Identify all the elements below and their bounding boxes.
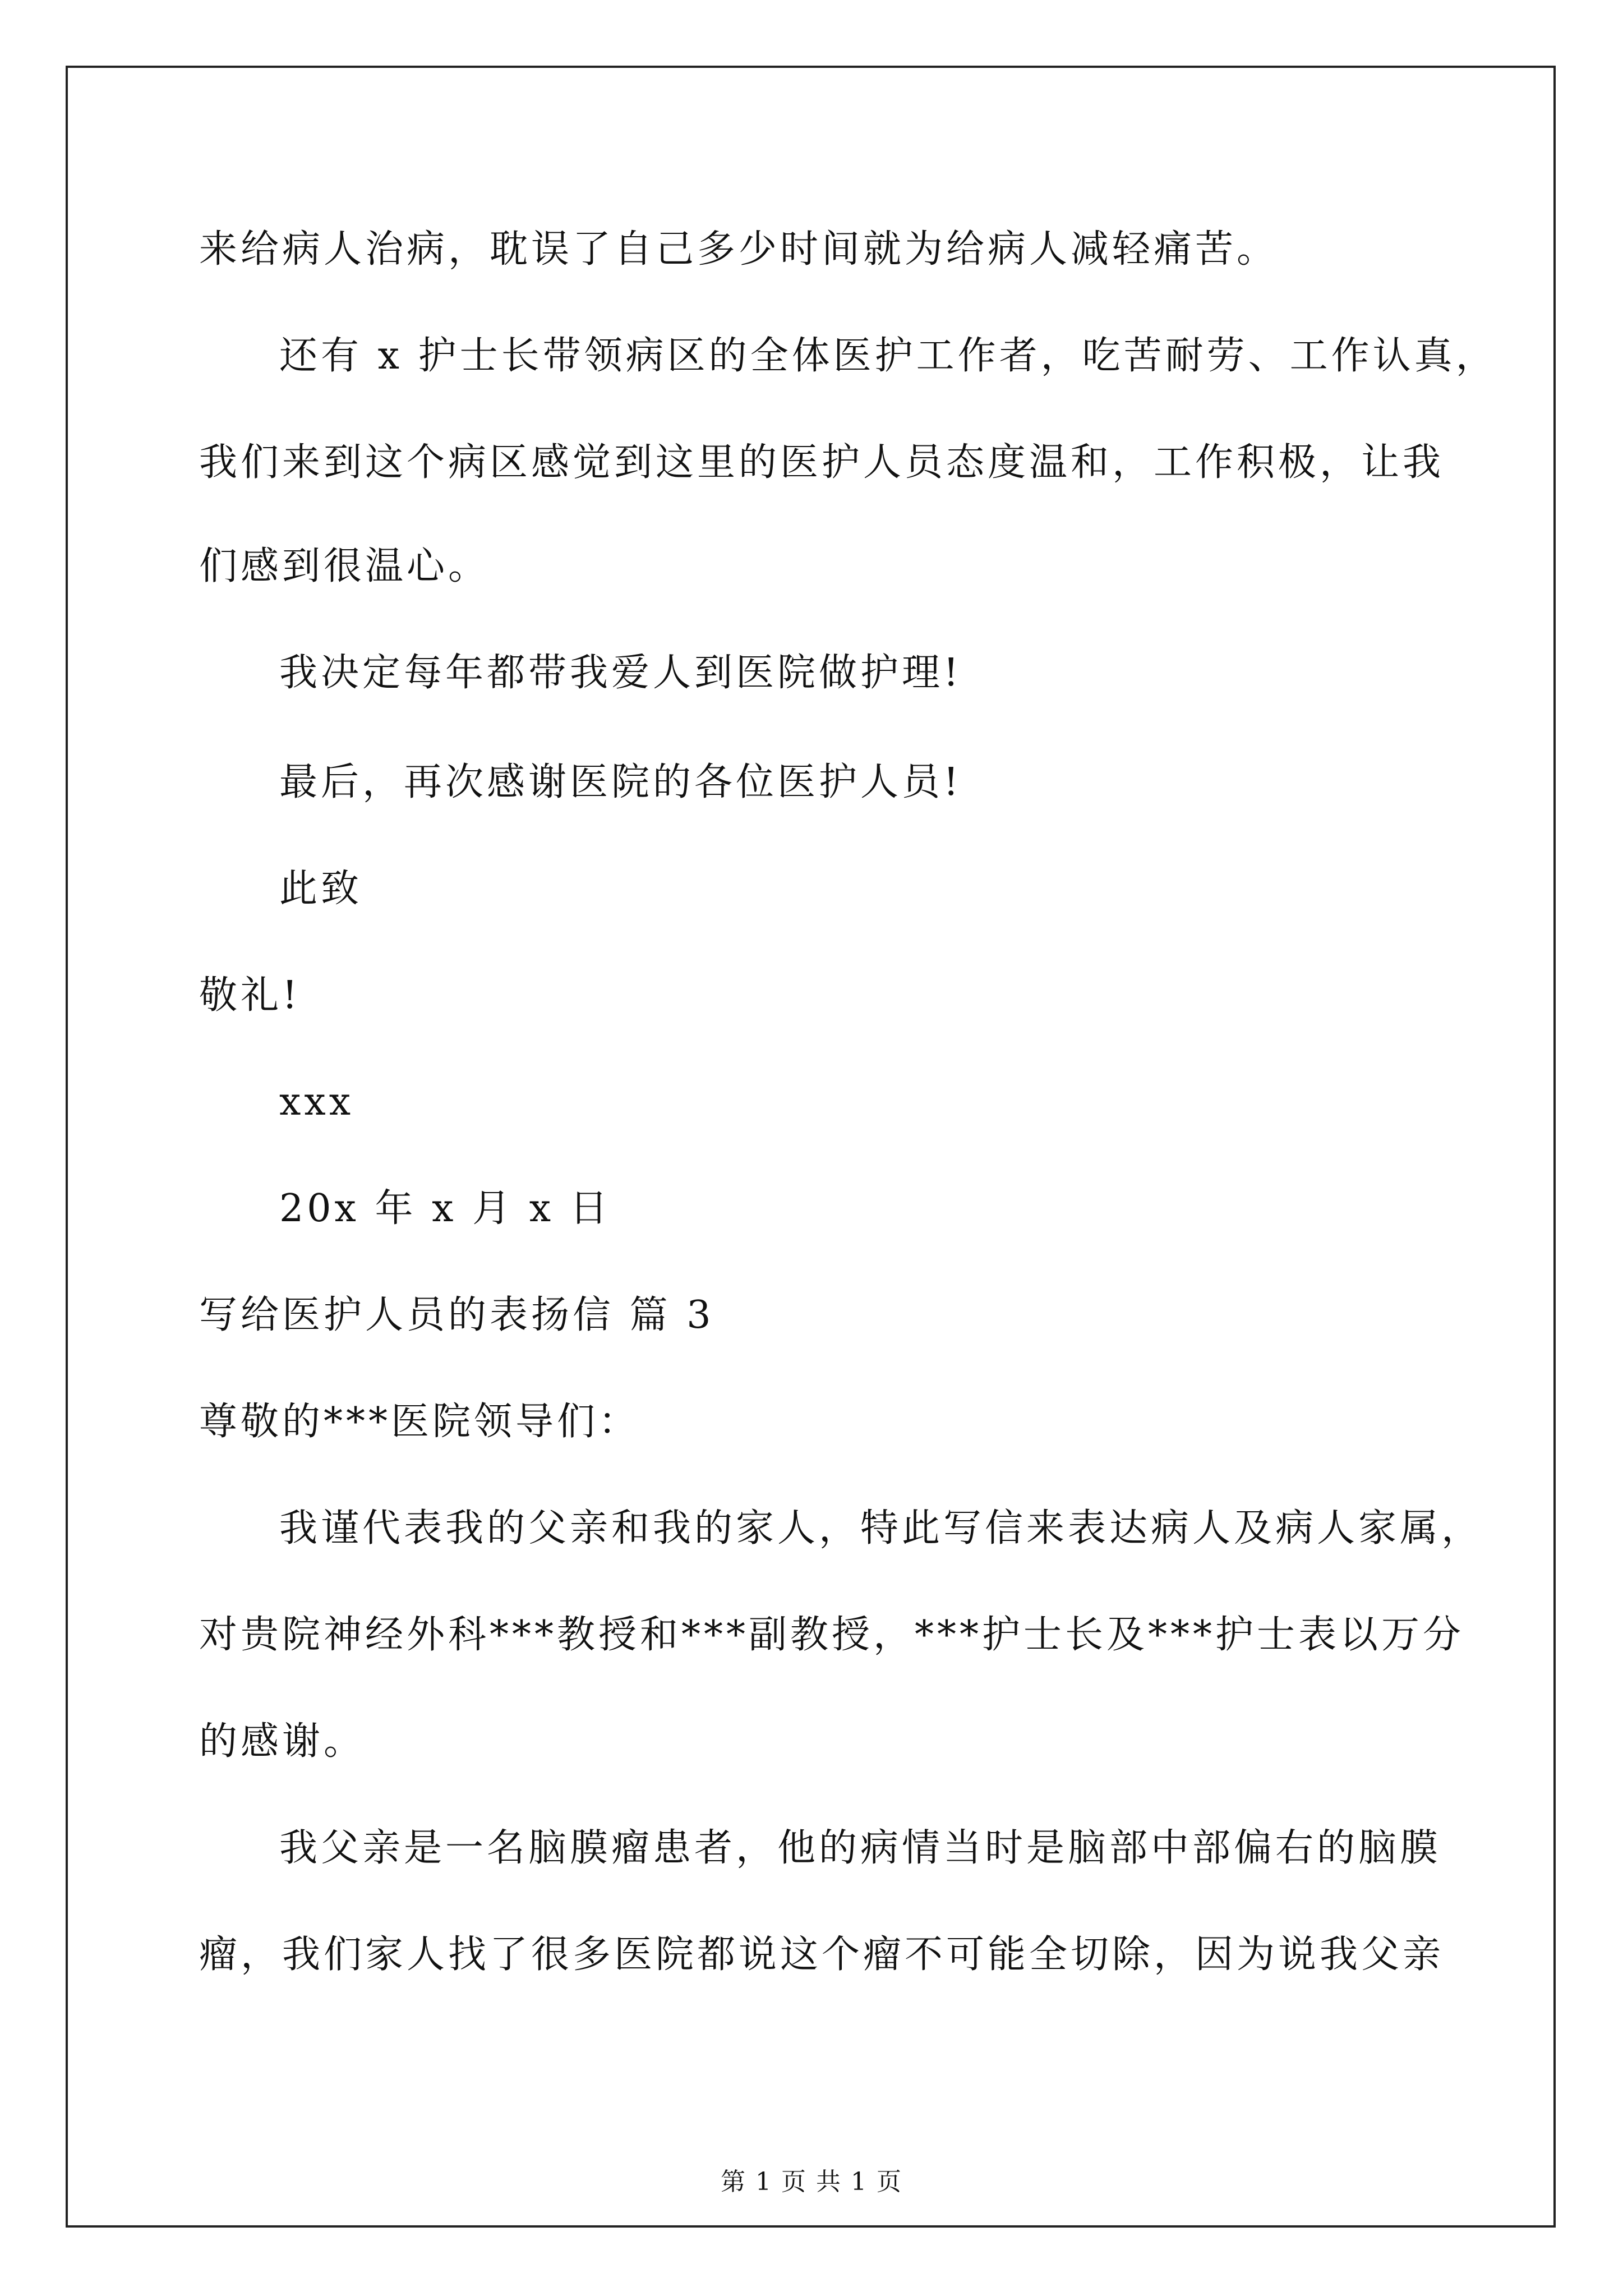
signature: xxx: [279, 1080, 354, 1124]
text-line: 来给病人治病，耽误了自己多少时间就为给病人减轻痛苦。: [199, 227, 1279, 272]
page-footer: 第 1 页 共 1 页: [721, 2168, 902, 2196]
closing-phrase: 此致: [279, 867, 363, 911]
text-line: 们感到很温心。: [199, 544, 490, 588]
date-line: 20x 年 x 月 x 日: [279, 1186, 611, 1231]
greeting: 尊敬的***医院领导们：: [199, 1400, 640, 1444]
text-line: 我决定每年都带我爱人到医院做护理!: [279, 651, 962, 695]
text-line: 的感谢。: [199, 1719, 366, 1764]
text-line: 还有 x 护士长带领病区的全体医护工作者，吃苦耐劳、工作认真，: [279, 334, 1497, 378]
text-line: 最后，再次感谢医院的各位医护人员!: [279, 760, 962, 804]
text-line: 我父亲是一名脑膜瘤患者，他的病情当时是脑部中部偏右的脑膜: [279, 1826, 1442, 1870]
page-border: [66, 66, 1556, 2228]
text-line: 我们来到这个病区感觉到这里的医护人员态度温和，工作积极，让我: [199, 440, 1445, 485]
section-title: 写给医护人员的表扬信 篇 3: [199, 1293, 714, 1337]
text-line: 对贵院神经外科***教授和***副教授，***护士长及***护士表以万分: [199, 1613, 1465, 1657]
salutation: 敬礼!: [199, 973, 301, 1018]
text-line: 我谨代表我的父亲和我的家人，特此写信来表达病人及病人家属，: [279, 1506, 1483, 1550]
text-line: 瘤，我们家人找了很多医院都说这个瘤不可能全切除，因为说我父亲: [199, 1932, 1445, 1977]
